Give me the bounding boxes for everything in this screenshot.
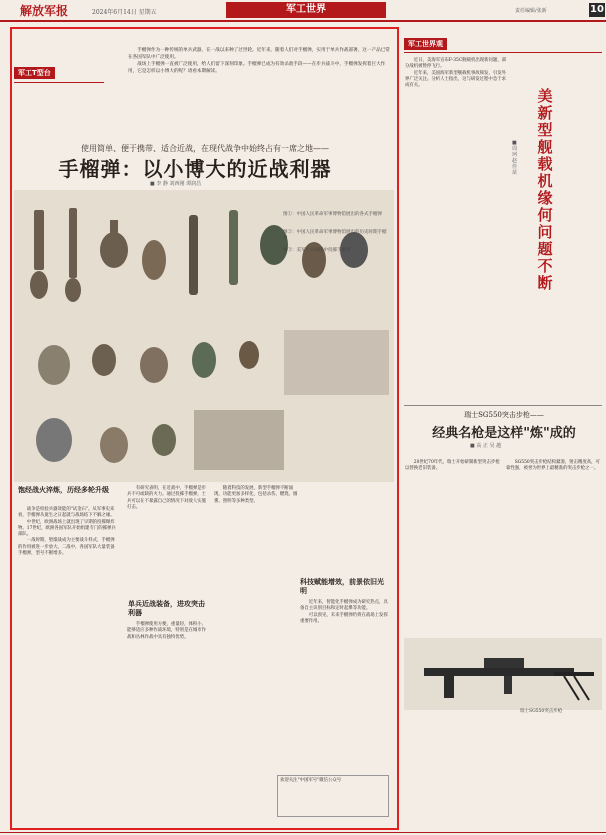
issue-date: 2024年6月14日 星期五: [92, 9, 157, 16]
body-paragraph: 一战时期，堑壕战成为主要战斗样式，手榴弹的作用被进一步放大。二战中，各国军队大量装备手榴弹，型号不断增多。: [18, 538, 115, 557]
article-kicker: 使用简单、便于携带、适合近战，在现代战争中始终占有一席之地——: [81, 144, 329, 153]
section-subhead: 饱经战火淬炼，历经多轮升级: [18, 486, 109, 494]
body-paragraph: 手榴弹使用方便，重量轻，体积小，能够适应多种作战环境，特别是在城市作战和丛林作战中具有独特优势。: [127, 622, 207, 640]
article-column: [506, 460, 602, 473]
article-column: [405, 460, 501, 473]
article-intro: [128, 47, 392, 137]
intro-paragraph: 战场上手榴弹一直被广泛使用，给人们留下深刻印象。手榴弹已成为有效杀敌手段——在步兵战斗中，手榴弹发挥着巨大作用，它是怎样以小博大的呢？请看本期解读。: [128, 62, 386, 74]
qr-promo-box: 欢迎关注"中国军号"微信公众号: [277, 775, 389, 817]
photo-caption: 图①：中国人民革命军事博物馆展出的各式手榴弹: [283, 212, 382, 217]
article-divider: [404, 405, 602, 406]
body-paragraph: 中世纪，欧洲战场上就出现了早期的投掷爆炸物。17世纪，欧洲各国军队开始组建专门的掷弹兵部队。: [18, 519, 116, 538]
photo-caption: 图②：中国人民革命军事博物馆展出的历史时期手榴弹: [283, 230, 387, 241]
page-header: [0, 0, 606, 22]
article-column: [127, 486, 207, 511]
column-tag-rule: [14, 82, 104, 83]
article-byline: ■ 周 珂 赵佳苗: [512, 140, 518, 176]
body-paragraph: 战争是检验兵器效能的"试金石"。从军事史来看，手榴弹从诞生之日起就与战场结下不解之缘。: [18, 507, 115, 519]
article-headline: 美新型舰载机缘何问题不断: [537, 87, 553, 292]
page-number: 10: [590, 4, 604, 15]
section-subhead: 单兵近战装备，进攻突击利器: [128, 600, 205, 617]
article-byline: ■ 李 静 刘西刚 谭润昌: [150, 181, 202, 187]
body-paragraph: 可以预见，未来手榴弹仍将在战场上发挥重要作用。: [300, 612, 388, 624]
intro-paragraph: 手榴弹作为一种传统的单兵武器，在一战以来种了过世轮。近年来，随着人们对手榴弹，实用于单兵作战部署，这一产品已常在各国军队中广泛使用。: [128, 48, 390, 60]
section-subhead: 科技赋能增效，前景依旧光明: [300, 578, 384, 595]
article-column: [214, 486, 299, 505]
section-banner: 军工世界: [226, 2, 386, 18]
body-paragraph: 近年来，美国海军新型舰载机事故频发，引发外界广泛关注。分析人士指出，这与研发过程中急于求成有关。: [405, 70, 507, 89]
body-paragraph: 近年来，智能化手榴弹成为研究热点，具备自主识别目标和定时起爆等功能。: [300, 600, 388, 612]
editor-credit: 责任编辑/张新: [515, 8, 547, 14]
article-column: [127, 622, 207, 641]
article-headline: 手榴弹：以小博大的近战利器: [58, 157, 332, 181]
article-headline: 经典名枪是这样"炼"成的: [432, 426, 576, 441]
column-tag: 军工世界观: [404, 38, 447, 50]
body-paragraph: 20世纪70年代，瑞士开始研制新型突击步枪以替换老旧装备。: [405, 460, 500, 472]
body-paragraph: 近日，美海军宣布F-35C舰载机出现新问题，部分战机被暂停飞行。: [405, 58, 507, 70]
article-byline: ■ 高 正 吴 越: [470, 443, 502, 449]
photo-caption: 瑞士SG550突击步枪: [520, 709, 563, 714]
column-tag: 军工T型台: [14, 67, 55, 79]
body-paragraph: 有研究表明，在近战中，手榴弹是步兵不可或缺的火力。通过投掷手榴弹，士兵可以在不暴露自己的情况下对敌人实施打击。: [127, 486, 207, 510]
page-footer-rule: [0, 832, 606, 833]
column-tag-rule: [404, 52, 602, 53]
masthead-logo: 解放军报: [20, 4, 69, 18]
article-column: [18, 507, 118, 557]
photo-caption: 图③：美军士兵训练中投掷手榴弹: [283, 248, 351, 253]
body-paragraph: 随着科技的发展，新型手榴弹不断涌现，功能更加多样化，包括杀伤、燃烧、烟雾、照明等多种类型。: [214, 486, 298, 504]
article-kicker: 瑞士SG550突击步枪——: [464, 411, 544, 419]
rifle-photo: [404, 638, 602, 710]
rifle-illustration: [404, 638, 602, 710]
body-paragraph: SG550突击步枪结构紧凑，射击精度高，可靠性强，被誉为世界上最精准的突击步枪之一。: [506, 460, 600, 472]
article-column: [300, 600, 390, 625]
article-column: [405, 58, 507, 89]
